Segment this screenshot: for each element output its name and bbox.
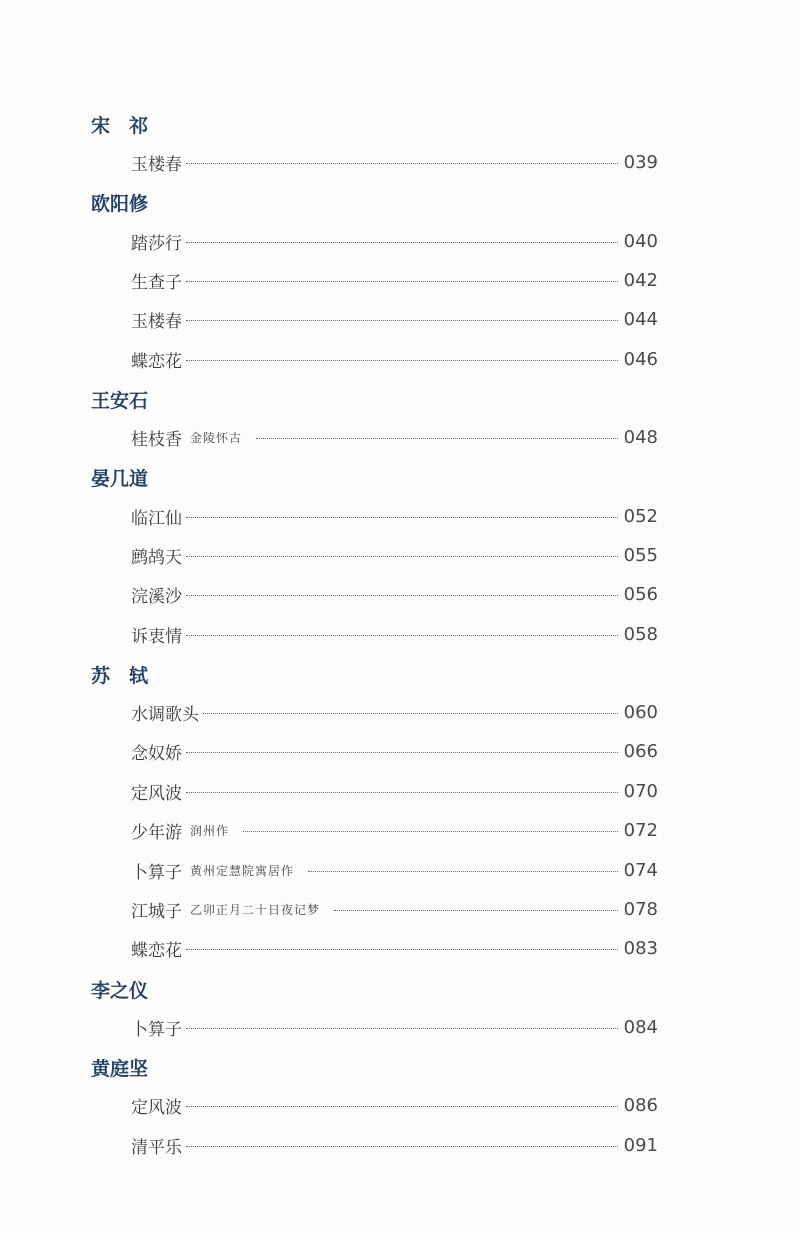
page-number: 084 <box>623 1016 658 1038</box>
page-number: 091 <box>623 1134 658 1156</box>
author-heading: 欧阳修 <box>91 193 149 216</box>
dotted-leader <box>186 1106 618 1107</box>
dotted-leader <box>186 556 618 557</box>
dotted-leader <box>186 635 618 636</box>
dotted-leader <box>308 871 618 872</box>
toc-entry[interactable] <box>0 300 658 339</box>
toc-entry[interactable] <box>0 536 658 575</box>
page-number: 039 <box>623 152 658 174</box>
page-number: 070 <box>623 780 658 802</box>
toc-entry[interactable] <box>0 575 658 614</box>
toc-entry[interactable] <box>0 850 658 889</box>
page-number: 074 <box>623 859 658 881</box>
author-heading: 李之仪 <box>91 979 149 1002</box>
toc-entry[interactable] <box>0 1125 658 1164</box>
entry-title: 卜算子 <box>131 862 182 883</box>
author-heading: 王安石 <box>91 389 149 412</box>
toc-entry[interactable] <box>0 929 658 968</box>
page-number: 086 <box>623 1095 658 1117</box>
dotted-leader <box>186 360 618 361</box>
page-number: 055 <box>623 544 658 566</box>
toc-entry[interactable] <box>0 261 658 300</box>
toc-entry[interactable] <box>0 340 658 379</box>
author-heading: 苏 轼 <box>91 664 149 687</box>
entry-subtitle: 润州作 <box>190 824 230 839</box>
toc-entry[interactable] <box>0 1008 658 1047</box>
page-number: 052 <box>623 505 658 527</box>
dotted-leader <box>186 281 618 282</box>
page-number: 060 <box>623 702 658 724</box>
page-number: 040 <box>623 230 658 252</box>
toc-entry[interactable] <box>0 615 658 654</box>
toc-entry[interactable] <box>0 1086 658 1125</box>
dotted-leader <box>186 517 618 518</box>
page-number: 078 <box>623 899 658 921</box>
page-number: 058 <box>623 623 658 645</box>
dotted-leader <box>186 320 618 321</box>
entry-title: 清平乐 <box>131 1137 182 1158</box>
dotted-leader <box>334 910 618 911</box>
dotted-leader <box>203 713 618 714</box>
entry-title: 生查子 <box>131 272 182 293</box>
entry-subtitle: 黄州定慧院寓居作 <box>190 863 295 878</box>
toc-entry[interactable] <box>0 732 658 771</box>
toc-entry[interactable] <box>0 143 658 182</box>
entry-title: 定风波 <box>131 1098 182 1119</box>
page-number: 083 <box>623 938 658 960</box>
dotted-leader <box>186 163 618 164</box>
dotted-leader <box>256 438 618 439</box>
entry-title: 江城子 <box>131 902 182 923</box>
page-number: 046 <box>623 348 658 370</box>
entry-subtitle: 乙卯正月二十日夜记梦 <box>190 903 321 918</box>
entry-title: 诉衷情 <box>131 626 182 647</box>
author-heading: 晏几道 <box>91 468 149 491</box>
toc-entry[interactable] <box>0 890 658 929</box>
entry-title: 念奴娇 <box>131 744 182 765</box>
dotted-leader <box>243 831 618 832</box>
page-number: 072 <box>623 820 658 842</box>
toc-entry[interactable] <box>0 418 658 457</box>
toc-entry[interactable] <box>0 496 658 535</box>
entry-title: 水调歌头 <box>131 705 199 726</box>
entry-title: 蝶恋花 <box>131 351 182 372</box>
entry-title: 桂枝香 <box>131 430 182 451</box>
page-number: 042 <box>623 269 658 291</box>
table-of-contents <box>0 104 800 1165</box>
entry-title: 卜算子 <box>131 1019 182 1040</box>
author-heading: 宋 祁 <box>91 115 149 137</box>
entry-title: 蝶恋花 <box>131 941 182 962</box>
entry-title: 临江仙 <box>131 508 182 529</box>
dotted-leader <box>186 242 618 243</box>
entry-title: 玉楼春 <box>131 312 182 333</box>
entry-title: 玉楼春 <box>131 155 182 176</box>
entry-title: 定风波 <box>131 783 182 804</box>
page-number: 048 <box>623 427 658 449</box>
page-number: 044 <box>623 309 658 331</box>
entry-title: 少年游 <box>131 823 182 844</box>
author-heading: 黄庭坚 <box>91 1058 149 1081</box>
page-number: 056 <box>623 584 658 606</box>
dotted-leader <box>186 792 618 793</box>
dotted-leader <box>186 595 618 596</box>
toc-entry[interactable] <box>0 811 658 850</box>
dotted-leader <box>186 1146 618 1147</box>
page-number: 066 <box>623 741 658 763</box>
toc-entry[interactable] <box>0 772 658 811</box>
entry-subtitle: 金陵怀古 <box>190 431 243 446</box>
entry-title: 踏莎行 <box>131 233 182 254</box>
entry-title: 浣溪沙 <box>131 587 182 608</box>
dotted-leader <box>186 949 618 950</box>
dotted-leader <box>186 1028 618 1029</box>
entry-title: 鹧鸪天 <box>131 547 182 568</box>
toc-entry[interactable] <box>0 221 658 260</box>
dotted-leader <box>186 752 618 753</box>
toc-entry[interactable] <box>0 693 658 732</box>
